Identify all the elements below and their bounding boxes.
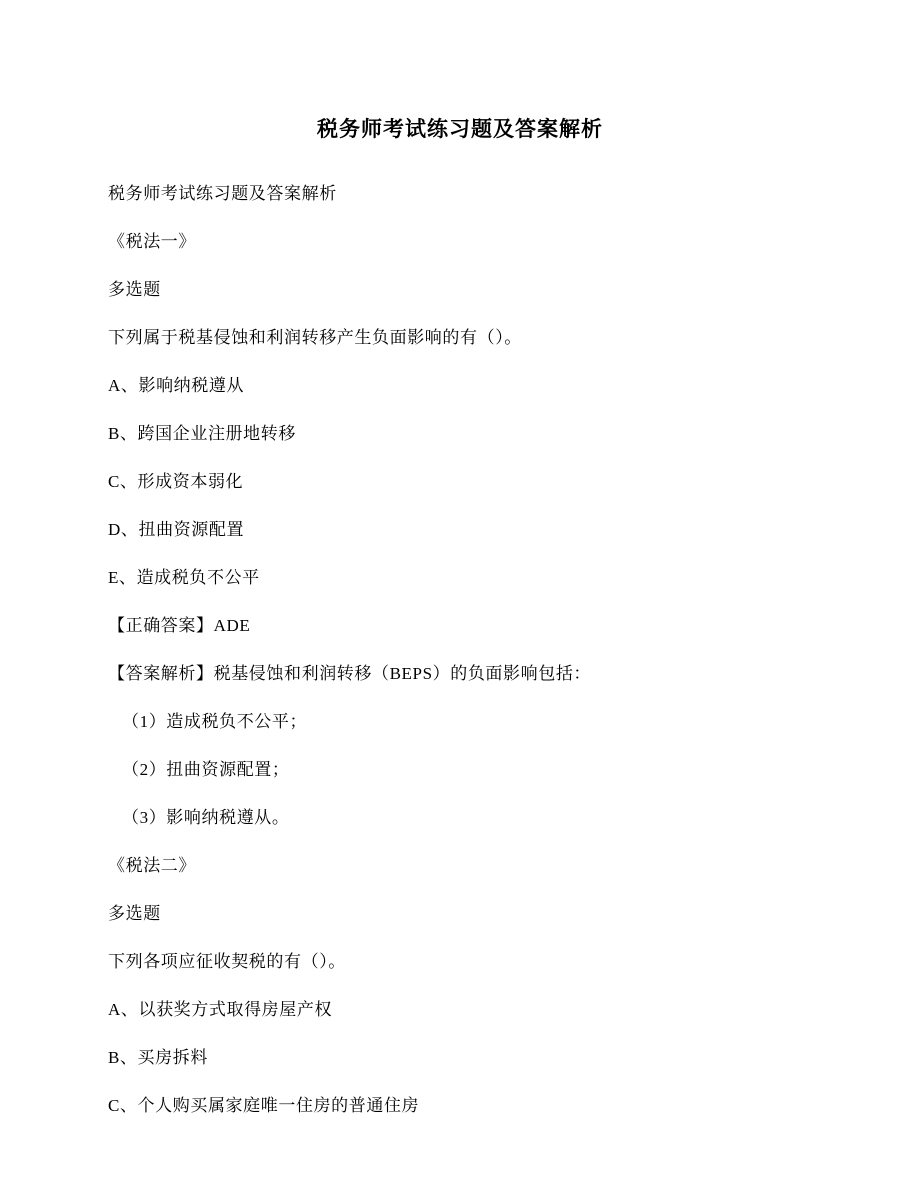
document-body [108, 180, 812, 1120]
paragraph-correct-answer-1: 【正确答案】ADE [108, 615, 251, 635]
paragraph-option-a-2: A、以获奖方式取得房屋产权 [108, 1000, 333, 1020]
page-title: 税务师考试练习题及答案解析 [317, 117, 603, 141]
paragraph-option-c-2: C、个人购买属家庭唯一住房的普通住房 [108, 1096, 420, 1116]
paragraph-question-type-1: 多选题 [108, 279, 161, 299]
paragraph-analysis-item-2: （2）扭曲资源配置； [122, 759, 290, 779]
paragraph-option-e-1: E、造成税负不公平 [108, 567, 260, 587]
paragraph-question-stem-2: 下列各项应征收契税的有（）。 [108, 952, 346, 971]
paragraph-heading-repeat: 税务师考试练习题及答案解析 [108, 183, 337, 203]
paragraph-analysis-item-3: （3）影响纳税遵从。 [122, 807, 290, 827]
paragraph-question-stem-1: 下列属于税基侵蚀和利润转移产生负面影响的有（）。 [108, 327, 522, 347]
paragraph-answer-analysis-1: 【答案解析】税基侵蚀和利润转移（BEPS）的负面影响包括： [108, 663, 592, 683]
paragraph-section-taxlaw-one: 《税法一》 [108, 231, 196, 251]
paragraph-section-taxlaw-two: 《税法二》 [108, 855, 196, 875]
paragraph-question-type-2: 多选题 [108, 903, 161, 923]
paragraph-option-c-1: C、形成资本弱化 [108, 471, 244, 491]
paragraph-analysis-item-1: （1）造成税负不公平； [122, 711, 308, 731]
paragraph-option-b-2: B、买房拆料 [108, 1048, 208, 1068]
paragraph-option-d-1: D、扭曲资源配置 [108, 519, 245, 539]
paragraph-option-a-1: A、影响纳税遵从 [108, 375, 245, 395]
paragraph-option-b-1: B、跨国企业注册地转移 [108, 423, 296, 443]
